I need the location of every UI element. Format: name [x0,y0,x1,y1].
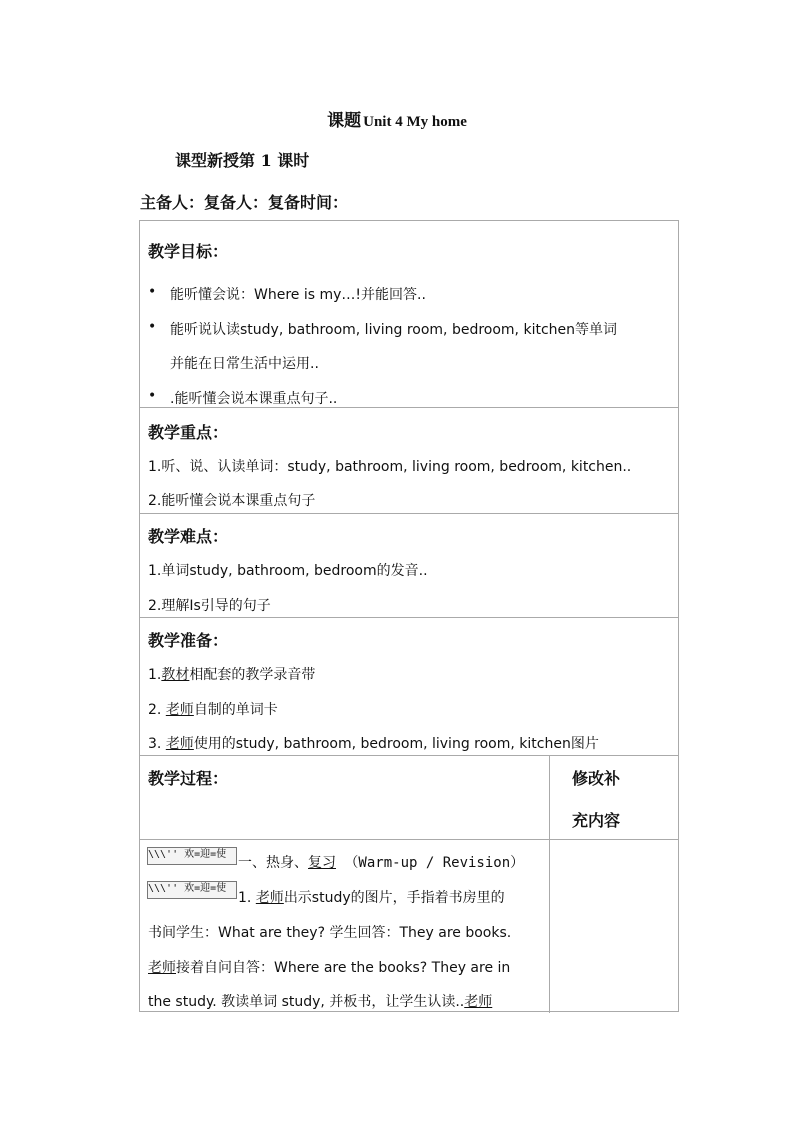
process-text: （Warm-up / Revision） [336,855,525,871]
process-line [148,991,492,1011]
lesson-plan-table [139,220,679,1012]
preparation-section [140,618,678,756]
difficulty-item: 1.单词study, bathroom, bedroom的发音.. [148,563,428,579]
revision-heading-line2: 充内容 [572,811,621,830]
document-title [0,106,794,131]
title-en: Unit 4 My home [363,114,467,130]
broken-image-placeholder: \\\'' 欢=迎=使 [147,881,237,899]
objective-item: 能听懂会说：Where is my…!并能回答.. [170,287,426,303]
preparation-item [148,699,278,719]
process-heading: 教学过程： [148,769,229,788]
prep-number: 2. [148,702,166,718]
revision-heading-line1: 修改补 [572,769,621,788]
process-line [238,887,505,907]
difficulties-heading: 教学难点： [148,527,229,546]
process-body [140,840,678,1013]
revision-link[interactable]: 复习 [308,855,336,871]
process-line [148,957,510,977]
objectives-section [140,221,678,408]
keypoint-item: 2.能听懂会说本课重点句子 [148,493,316,509]
teacher-link[interactable]: 老师 [165,702,194,718]
objective-item: 并能在日常生活中运用.. [170,356,319,372]
process-text: 出示study的图片，手指着书房里的 [283,890,505,906]
teacher-link[interactable]: 老师 [165,736,194,752]
keypoint-item: 1.听、说、认读单词：study, bathroom, living room, bedroom, kitchen.. [148,459,632,475]
preparation-item [148,664,315,684]
prep-text: 自制的单词卡 [193,702,278,718]
process-line [238,852,524,872]
objective-item: 能听说认读study, bathroom, living room, bedroom, kitchen等单词 [170,322,618,338]
bullet-icon: • [148,284,157,300]
broken-image-placeholder: \\\'' 欢=迎=使 [147,847,237,865]
title-cn: 课题 [327,111,362,131]
lesson-type: 课型新授第 1 课时 [175,151,310,170]
teacher-link[interactable]: 老师 [464,994,493,1010]
objectives-heading: 教学目标： [148,242,229,261]
prep-text: 使用的study, bathroom, bedroom, living room, kitchen图片 [193,736,599,752]
keypoints-heading: 教学重点： [148,423,229,442]
process-text: 一、热身、 [238,855,308,871]
process-header-row [140,756,678,840]
process-text: the study. 教读单词 study, 并板书，让学生认读.. [148,994,465,1010]
preparer-info: 主备人：复备人：复备时间： [140,193,349,212]
objective-item: .能听懂会说本课重点句子.. [170,391,338,407]
difficulties-section [140,514,678,618]
bullet-icon: • [148,319,157,335]
prep-number: 3. [148,736,166,752]
prep-number: 1. [148,667,162,683]
prep-text: 相配套的教学录音带 [189,667,316,683]
bullet-icon: • [148,388,157,404]
teacher-link[interactable]: 老师 [148,960,176,976]
keypoints-section [140,408,678,514]
teacher-link[interactable]: 老师 [255,890,284,906]
process-text: 接着自问自答：Where are the books? They are in [176,960,511,976]
difficulty-item: 2.理解Is引导的句子 [148,598,271,614]
process-text: 1. [238,890,256,906]
preparation-heading: 教学准备： [148,631,229,650]
preparation-item [148,733,599,753]
process-line: 书间学生：What are they? 学生回答：They are books. [148,925,512,941]
textbook-link[interactable]: 教材 [161,667,190,683]
